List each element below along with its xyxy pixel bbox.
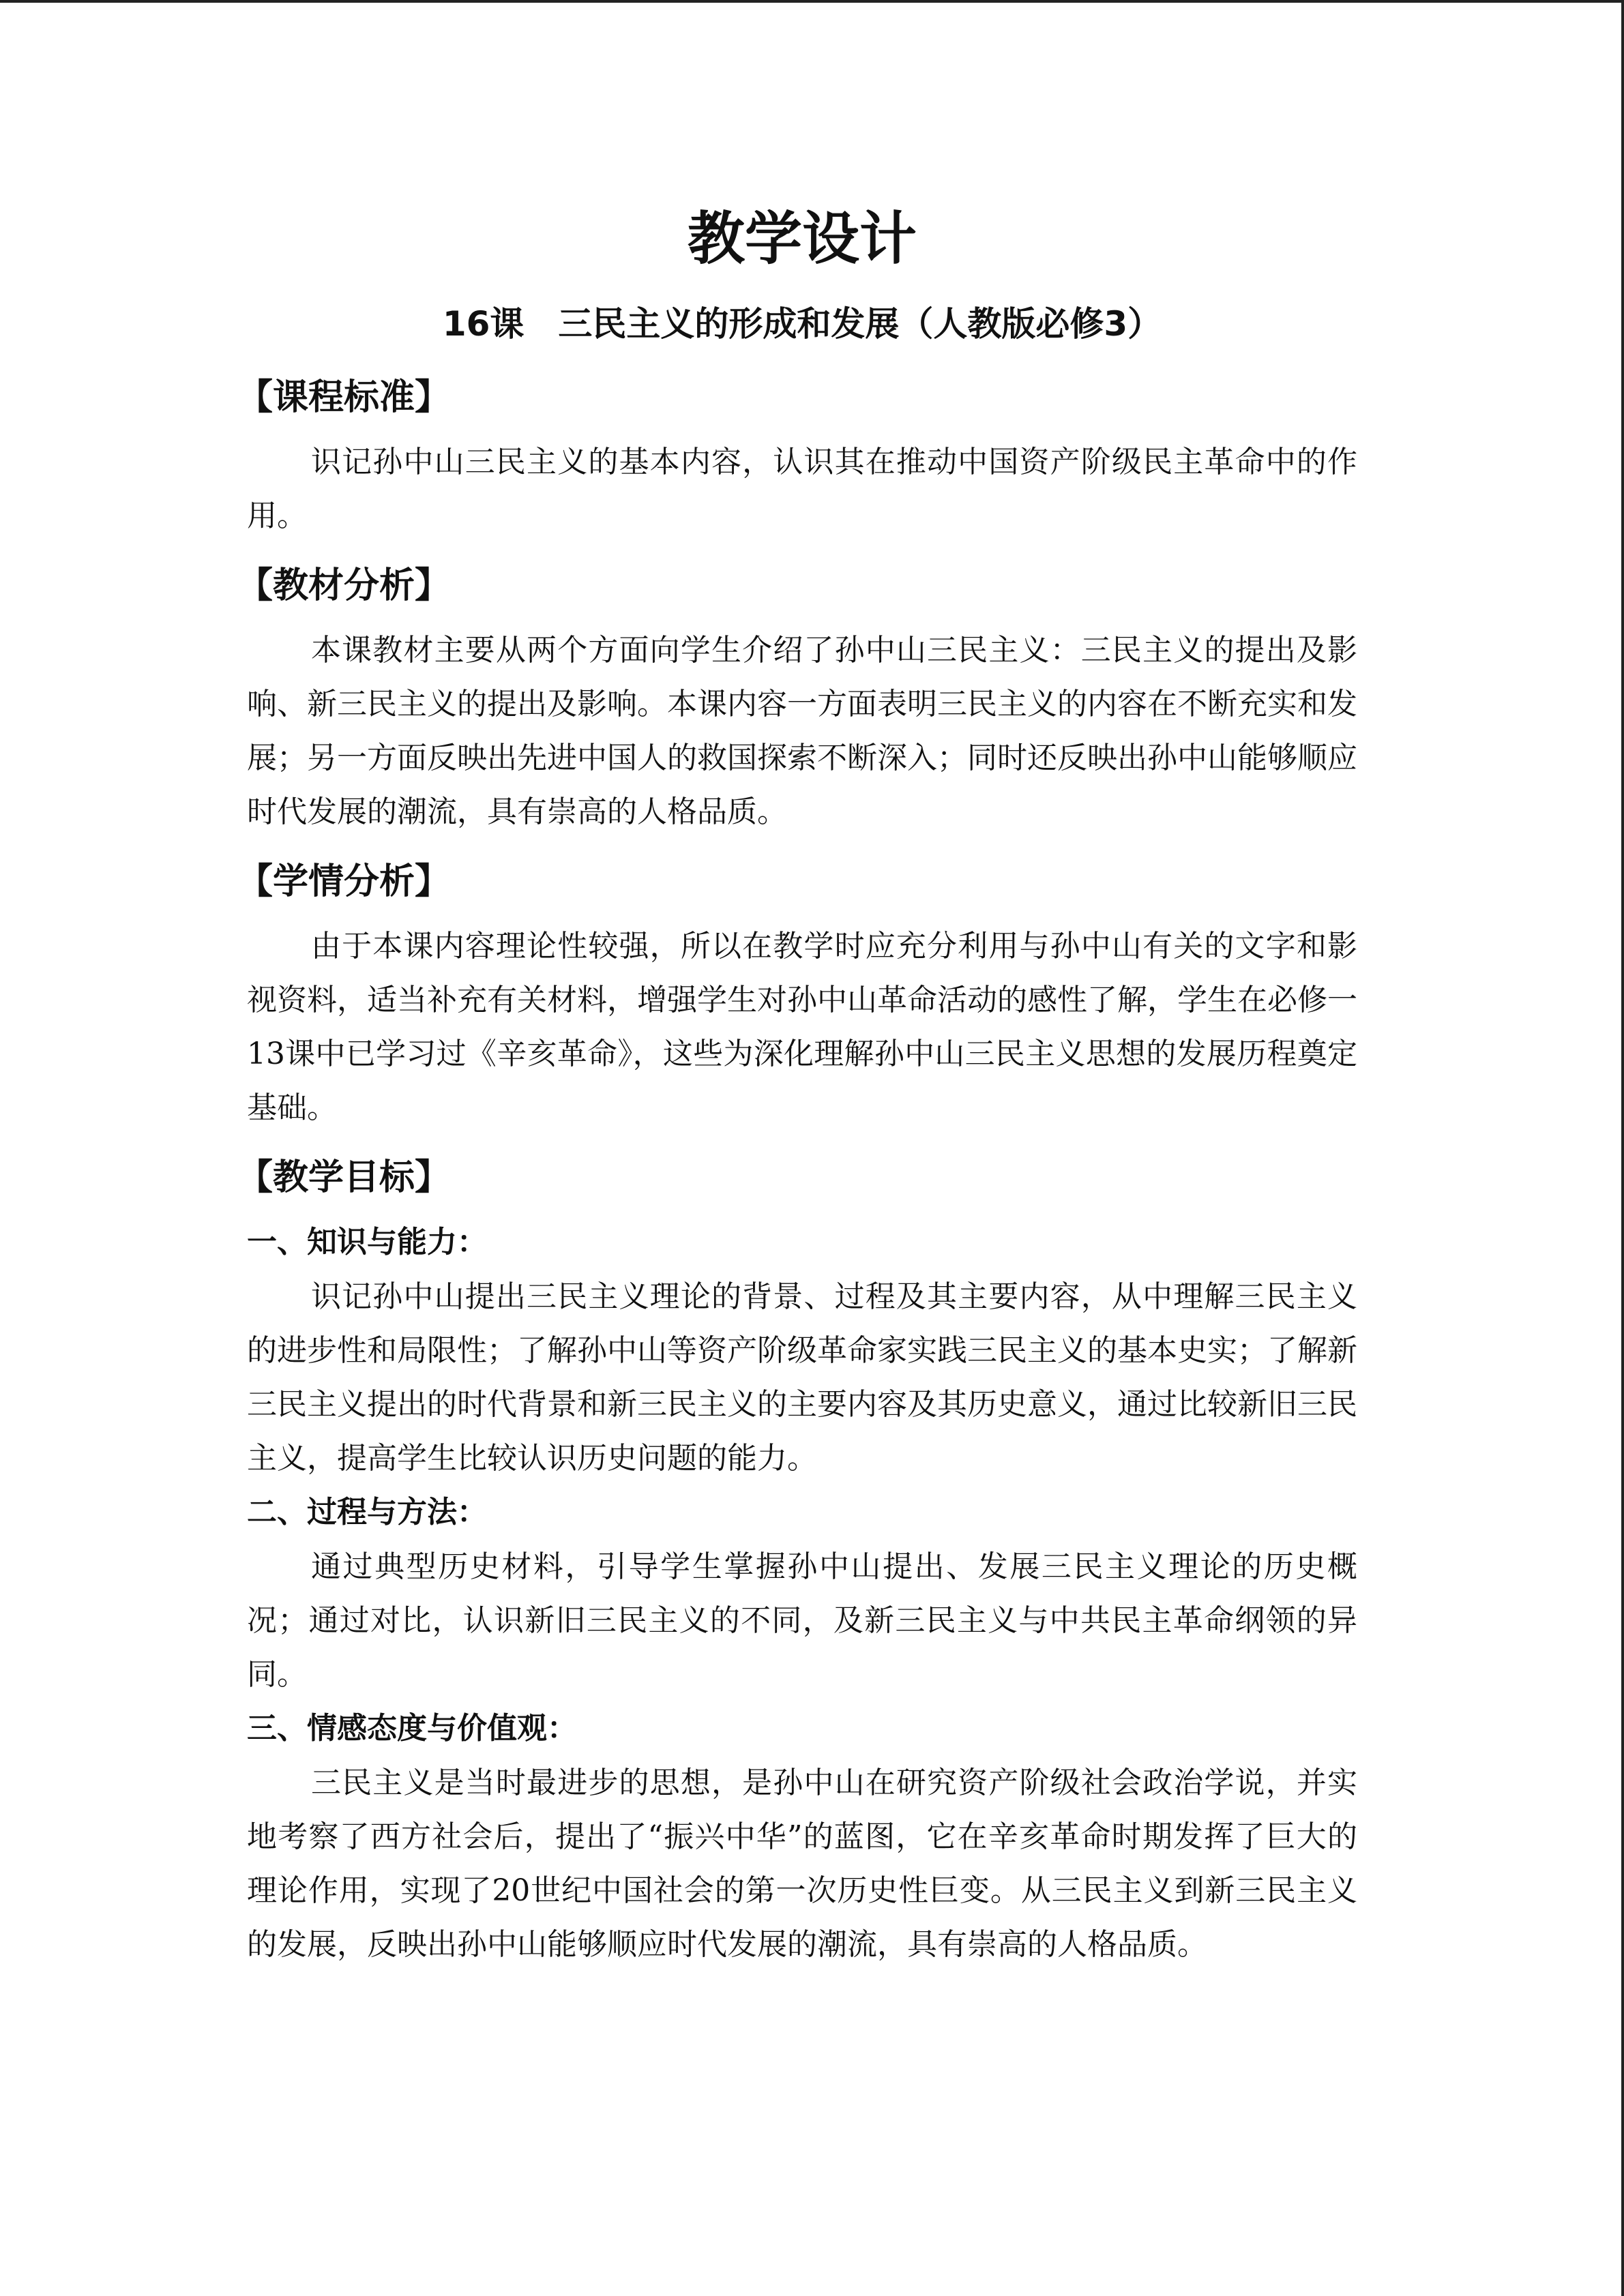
section-textbook-analysis <box>237 555 1357 839</box>
paragraph: 由于本课内容理论性较强，所以在教学时应充分利用与孙中山有关的文字和影视资料，适当补充有关材料，增强学生对孙中山革命活动的感性了解，学生在必修一13课中已学习过《辛亥革命》，这些为深化理解孙中山三民主义思想的发展历程奠定基础。 <box>247 929 1357 1125</box>
sub-heading: 三、情感态度与价值观： <box>247 1711 577 1746</box>
section-heading: 【教材分析】 <box>237 565 451 606</box>
section-curriculum-standard <box>237 367 1357 543</box>
section-student-analysis <box>237 851 1357 1135</box>
section-heading: 【教学目标】 <box>237 1157 451 1198</box>
paragraph: 本课教材主要从两个方面向学生介绍了孙中山三民主义：三民主义的提出及影响、新三民主义的提出及影响。本课内容一方面表明三民主义的内容在不断充实和发展；另一方面反映出先进中国人的救国探索不断深入；同时还反映出孙中山能够顺应时代发展的潮流，具有崇高的人格品质。 <box>247 633 1357 829</box>
objective-knowledge-ability <box>247 1215 1357 1485</box>
objective-emotion-values <box>247 1701 1357 1971</box>
section-teaching-objectives <box>237 1147 1357 1971</box>
document-title: 教学设计 <box>687 205 917 272</box>
paragraph: 识记孙中山三民主义的基本内容，认识其在推动中国资产阶级民主革命中的作用。 <box>247 445 1357 533</box>
sub-heading: 二、过程与方法： <box>247 1495 487 1530</box>
sub-heading: 一、知识与能力： <box>247 1225 487 1259</box>
paragraph: 三民主义是当时最进步的思想，是孙中山在研究资产阶级社会政治学说，并实地考察了西方社会后，提出了“振兴中华”的蓝图，它在辛亥革命时期发挥了巨大的理论作用，实现了20世纪中国社会的第一次历史性巨变。从三民主义到新三民主义的发展，反映出孙中山能够顺应时代发展的潮流，具有崇高的人格品质。 <box>247 1765 1357 1962</box>
paragraph: 通过典型历史材料，引导学生掌握孙中山提出、发展三民主义理论的历史概况；通过对比，认识新旧三民主义的不同，及新三民主义与中共民主革命纲领的异同。 <box>247 1549 1357 1692</box>
section-heading: 【学情分析】 <box>237 861 451 902</box>
document-body <box>237 198 1357 1971</box>
objective-process-method <box>247 1485 1357 1701</box>
section-heading: 【课程标准】 <box>237 377 451 418</box>
document-subtitle: 16课 三民主义的形成和发展（人教版必修3） <box>442 304 1162 344</box>
paragraph: 识记孙中山提出三民主义理论的背景、过程及其主要内容，从中理解三民主义的进步性和局限性；了解孙中山等资产阶级革命家实践三民主义的基本史实；了解新三民主义提出的时代背景和新三民主义的主要内容及其历史意义，通过比较新旧三民主义，提高学生比较认识历史问题的能力。 <box>247 1279 1357 1476</box>
